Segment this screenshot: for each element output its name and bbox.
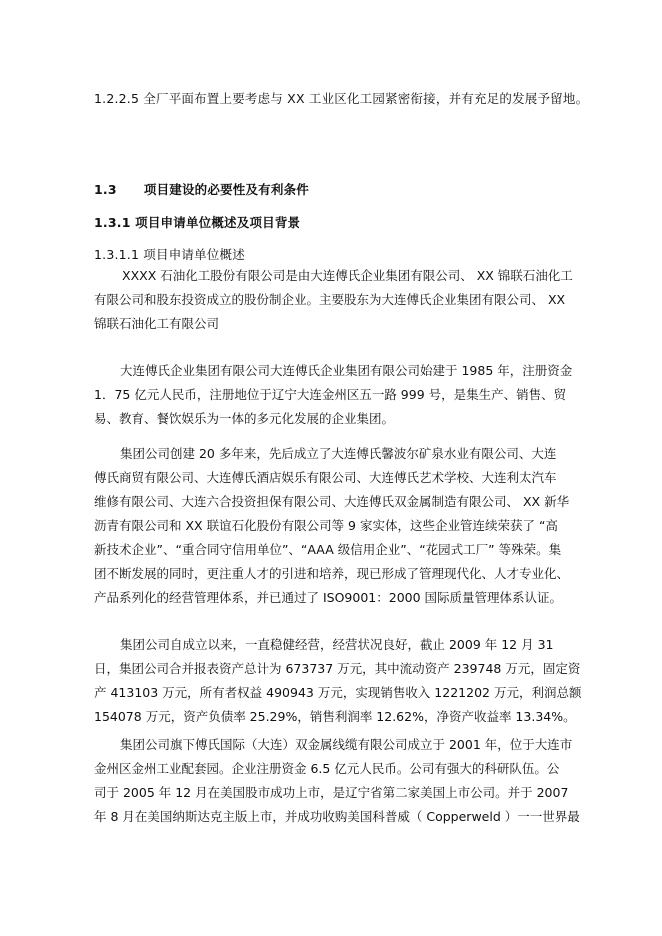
paragraph-financials	[94, 633, 602, 729]
paragraph-line: 集团公司旗下傅氏国际（大连）双金属线缆有限公司成立于 2001 年，位于大连市	[120, 737, 573, 752]
section-1-3-heading	[94, 180, 309, 198]
paragraph-line: 集团公司创建 20 多年来，先后成立了大连傅氏馨波尔矿泉水业有限公司、大连	[120, 446, 557, 461]
section-1-3-number: 1.3	[94, 182, 117, 197]
paragraph-line: 产品系列化的经营管理体系，并已通过了 ISO9001：2000 国际质量管理体系认证。	[94, 590, 563, 605]
paragraph-line: 司于 2005 年 12 月在美国股市成功上市，是辽宁省第二家美国上市公司。并于 2007	[94, 785, 569, 800]
paragraph-line: 154078 万元，资产负债率 25.29%，销售利润率 12.62%，净资产收益率 13.34%。	[94, 709, 576, 724]
section-1-3-title: 项目建设的必要性及有利条件	[143, 182, 309, 197]
paragraph-fushi-group	[94, 359, 602, 431]
paragraph-line: 日，集团公司合并报表资产总计为 673737 万元，其中流动资产 239748 万元，固定资	[94, 661, 581, 676]
paragraph-line: 锦联石油化工有限公司	[94, 316, 220, 331]
paragraph-line: 易、教育、餐饮娱乐为一体的多元化发展的企业集团。	[94, 411, 395, 426]
paragraph-line: 维修有限公司、大连六合投资担保有限公司、大连傅氏双金属制造有限公司、 XX 新华	[94, 494, 570, 509]
paragraph-line: 傅氏商贸有限公司、大连傅氏酒店娱乐有限公司、大连傅氏艺术学校、大连利太汽车	[94, 470, 557, 485]
paragraph-line: XXXX 石油化工股份有限公司是由大连傅氏企业集团有限公司、 XX 锦联石油化工	[122, 268, 573, 283]
paragraph-line: 产 413103 万元，所有者权益 490943 万元，实现销售收入 1221202 万元，利润总额	[94, 685, 582, 700]
section-1-3-1-heading: 1.3.1 项目申请单位概述及项目背景	[94, 215, 301, 230]
paragraph-group-history	[94, 442, 602, 610]
paragraph-bimetal-subsidiary	[94, 733, 602, 829]
intro-line: 1.2.2.5 全厂平面布置上要考虑与 XX 工业区化工园紧密衔接，并有充足的发展予留地。	[94, 91, 589, 106]
paragraph-line: 1．75 亿元人民币，注册地位于辽宁大连金州区五一路 999 号，是集生产、销售、贸	[94, 387, 567, 402]
paragraph-line: 沥青有限公司和 XX 联谊石化股份有限公司等 9 家实体，这些企业管连续荣获了 “高	[94, 518, 558, 533]
paragraph-line: 团不断发展的同时，更注重人才的引进和培养，现已形成了管理现代化、人才专业化、	[94, 566, 570, 581]
paragraph-company-overview	[94, 264, 602, 336]
paragraph-line: 大连傅氏企业集团有限公司大连傅氏企业集团有限公司始建于 1985 年，注册资金	[120, 363, 573, 378]
paragraph-line: 有限公司和股东投资成立的股份制企业。主要股东为大连傅氏企业集团有限公司、 XX	[94, 292, 566, 307]
paragraph-line: 新技术企业”、“重合同守信用单位”、“AAA 级信用企业”、“花园式工厂” 等殊荣。集	[94, 542, 562, 557]
section-1-3-1-1-heading: 1.3.1.1 项目申请单位概述	[94, 247, 245, 262]
paragraph-line: 年 8 月在美国纳斯达克主版上市，并成功收购美国科普威（ Copperweld ）一一世界最	[94, 809, 580, 824]
paragraph-line: 集团公司自成立以来，一直稳健经营，经营状况良好，截止 2009 年 12 月 31	[120, 637, 554, 652]
paragraph-line: 金州区金州工业配套园。企业注册资金 6.5 亿元人民币。公司有强大的科研队伍。公	[94, 761, 560, 776]
